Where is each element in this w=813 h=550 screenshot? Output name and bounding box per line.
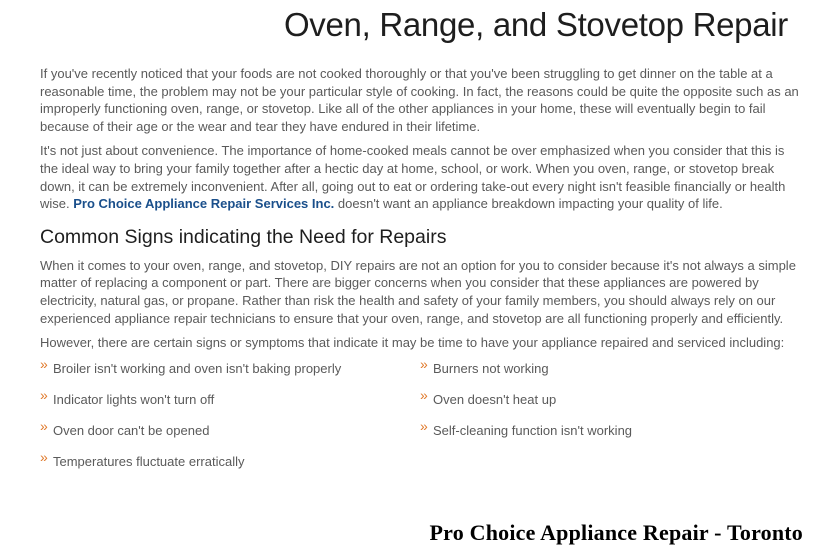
symptom-item (420, 355, 549, 377)
symptom-text: Burners not working (433, 360, 549, 376)
intro-paragraph-2 (40, 142, 800, 212)
page-title: Oven, Range, and Stovetop Repair (283, 6, 788, 43)
symptom-item (40, 386, 215, 408)
intro-p2-tail: doesn't want an appliance breakdown impacting your quality of life. (334, 196, 723, 212)
watermark-caption: Pro Choice Appliance Repair - Toronto (429, 520, 803, 545)
chevron-right-icon: » (420, 355, 428, 372)
intro-p2-text: It's not just about convenience. The importance of home-cooked meals cannot be over emphasized when you consider that this is the ideal way to bring your family together after a hectic day at home, school, or work. When you oven, range, or stovetop break down, it can be extremely inconvenient. After all, going out to eat or ordering take-out every night isn't feasible financially or health wise. (40, 143, 786, 212)
intro-paragraph-1: If you've recently noticed that your foods are not cooked thoroughly or that you've been struggling to get dinner on the table at a reasonable time, the problem may not be your particular style of cooking. In fact, the reasons could be quite the opposite such as an improperly functioning oven, range, or stovetop. Like all of the other appliances in your home, these will eventually begin to fail because of their age or the wear and tear they have endured in their lifetime. (40, 66, 799, 134)
chevron-right-icon: » (40, 355, 48, 372)
symptom-item (420, 417, 633, 439)
symptom-text: Broiler isn't working and oven isn't baking properly (53, 360, 342, 376)
chevron-right-icon: » (40, 386, 48, 403)
symptom-text: Indicator lights won't turn off (53, 391, 215, 407)
section-heading: Common Signs indicating the Need for Repairs (40, 225, 447, 248)
symptom-item (40, 448, 245, 470)
article-body (40, 65, 800, 484)
symptom-item (420, 386, 557, 408)
symptom-item (40, 355, 342, 377)
symptom-item (40, 417, 210, 439)
symptom-text: Oven doesn't heat up (433, 391, 557, 407)
chevron-right-icon: » (40, 448, 48, 465)
symptom-text: Oven door can't be opened (53, 422, 210, 438)
chevron-right-icon: » (420, 386, 428, 403)
section-paragraph-1: When it comes to your oven, range, and stovetop, DIY repairs are not an option for you to consider because it's not always a simple matter of replacing a component or part. There are bigger concerns when you consider that these appliances are powered by electricity, natural gas, or propane. Rather than risk the health and safety of your family members, you should always rely on our experienced appliance repair technicians to ensure that your oven, range, and stovetop are all functioning properly and efficiently. (40, 257, 796, 326)
symptom-list (40, 355, 800, 484)
section-paragraph-2: However, there are certain signs or symptoms that indicate it may be time to have your appliance repaired and serviced including: (40, 335, 785, 351)
symptom-text: Self-cleaning function isn't working (433, 422, 633, 438)
company-link[interactable]: Pro Choice Appliance Repair Services Inc. (73, 196, 335, 212)
chevron-right-icon: » (420, 417, 428, 434)
chevron-right-icon: » (40, 417, 48, 434)
symptom-text: Temperatures fluctuate erratically (53, 453, 245, 469)
